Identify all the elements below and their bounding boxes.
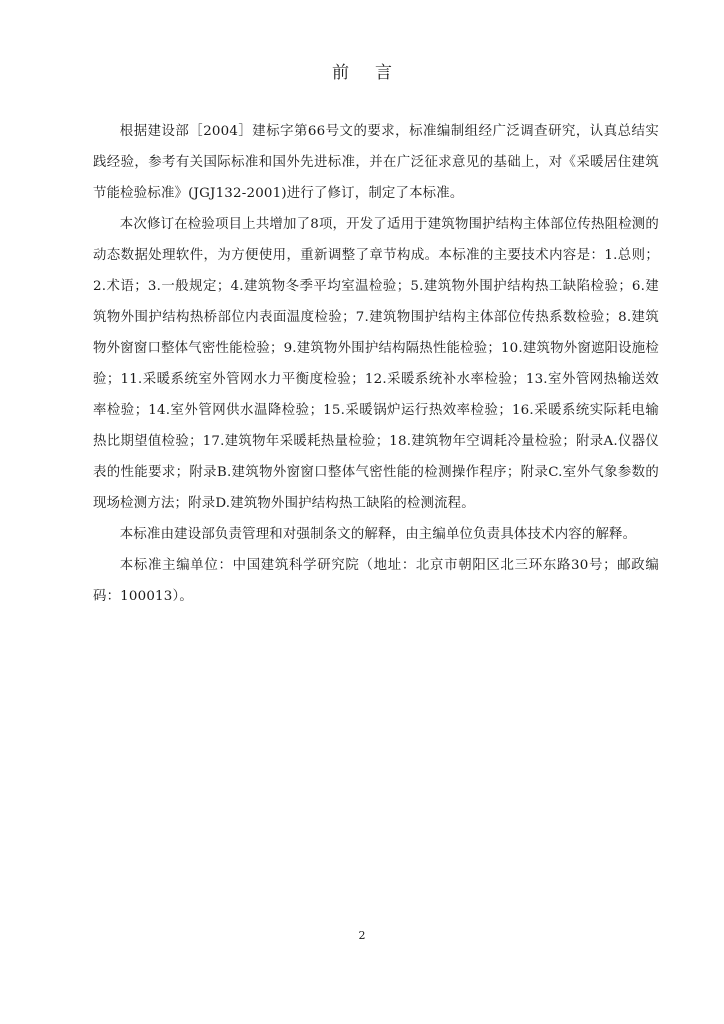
paragraph-editor-unit: 本标准主编单位：中国建筑科学研究院（地址：北京市朝阳区北三环东路30号；邮政编码：100013）。 [93,558,659,604]
page-number: 2 [358,929,366,942]
paragraph-management: 本标准由建设部负责管理和对强制条文的解释，由主编单位负责具体技术内容的解释。 [119,527,637,542]
page-title: 前言 [332,63,418,83]
paragraph-technical-content: 本次修订在检验项目上共增加了8项，开发了适用于建筑物围护结构主体部位传热阻检测的动态数据处理软件，为方便使用，重新调整了章节构成。本标准的主要技术内容是：1.总则；2.术语；3.一般规定；4.建筑物冬季平均室温检验；5.建筑物外围护结构热工缺陷检验；6.建筑物外围护结构热桥部位内表面温度检验；7.建筑物围护结构主体部位传热系数检验；8.建筑物外窗窗口整体气密性能检验；9.建筑物外围护结构隔热性能检验；10.建筑物外窗遮阳设施检验；11.采暖系统室外管网水力平衡度检验；12.采暖系统补水率检验；13.室外管网热输送效率检验；14.室外管网供水温降检验；15.采暖锅炉运行热效率检验；16.采暖系统实际耗电输热比期望值检验；17.建筑物年采暖耗热量检验；18.建筑物年空调耗冷量检验；附录A.仪器仪表的性能要求；附录B.建筑物外窗窗口整体气密性能的检测操作程序；附录C.室外气象参数的现场检测方法；附录D.建筑物外围护结构热工缺陷的检测流程。 [93,217,659,511]
body-text [93,116,659,612]
paragraph-revision-basis: 根据建设部［2004］建标字第66号文的要求，标准编制组经广泛调查研究，认真总结实践经验，参考有关国际标准和国外先进标准，并在广泛征求意见的基础上，对《采暖居住建筑节能检验标准》(JGJ132-2001)进行了修订，制定了本标准。 [93,124,659,201]
